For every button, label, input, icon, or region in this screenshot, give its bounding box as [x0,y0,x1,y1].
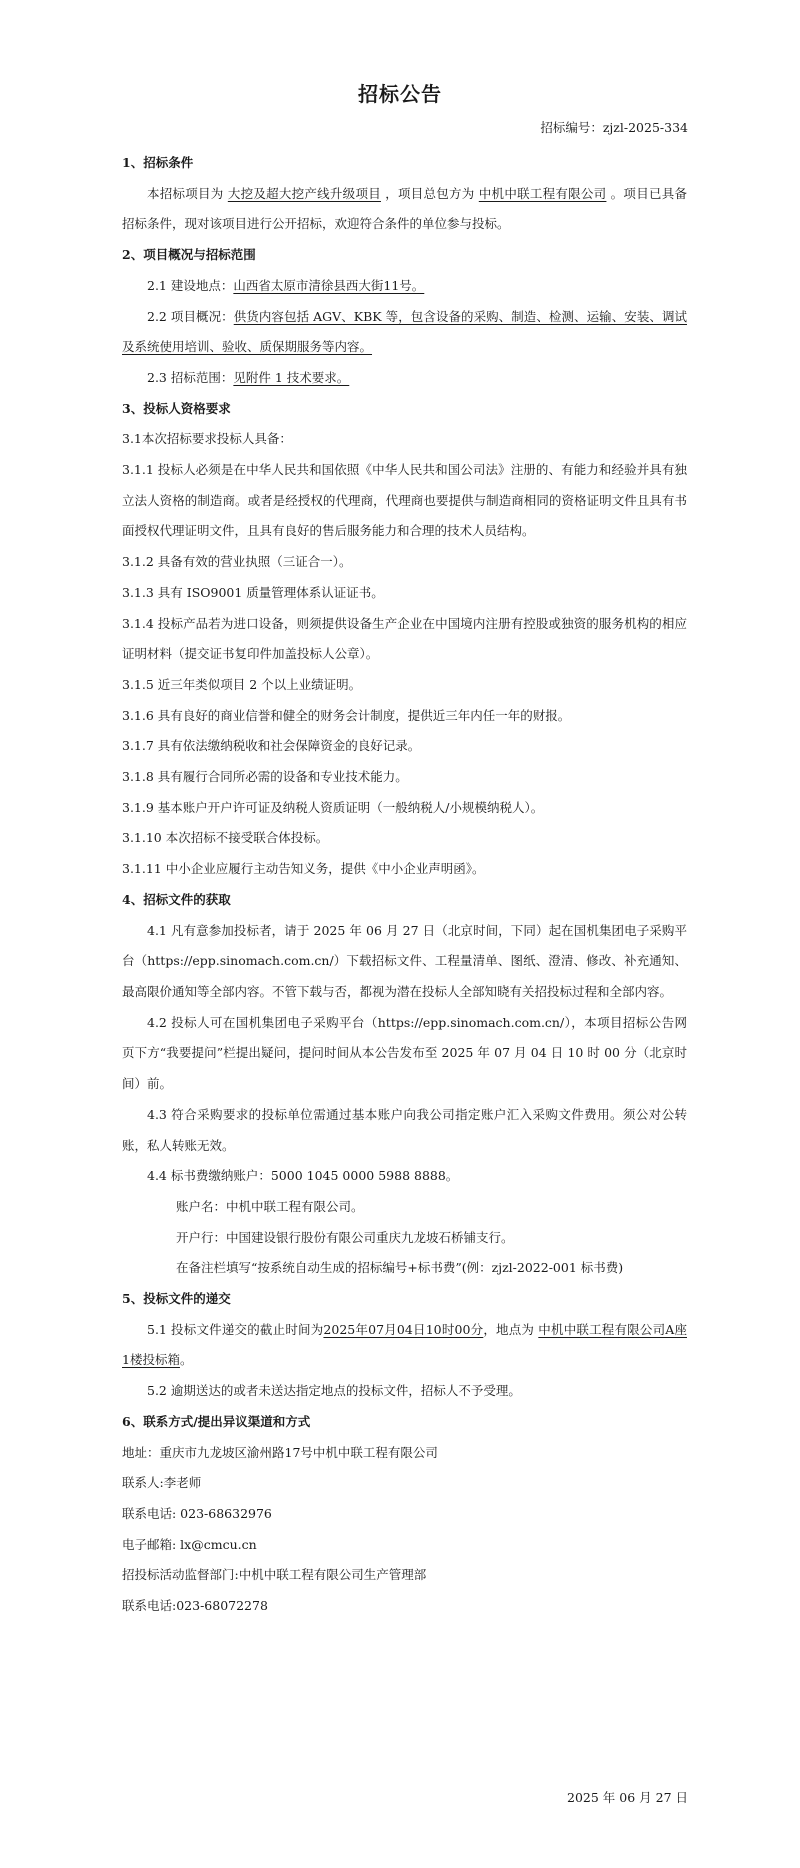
construction-site-value: 山西省太原市清徐县西大街11号。 [233,277,425,293]
text-span: ，项目总包方为 [385,185,475,201]
project-name: 大挖及超大挖产线升级项目 [227,185,381,201]
publish-date: 2025 年 06 月 27 日 [567,1790,688,1805]
project-overview-value: 供货内容包括 AGV、KBK 等，包含设备的采购、制造、检测、运输、安装、调试及系统使用培训、验收、质保期服务等内容。 [122,308,687,355]
qualification-item: 3.1.5 近三年类似项目 2 个以上业绩证明。 [122,676,362,692]
section-heading-6: 6、联系方式/提出异议渠道和方式 [122,1413,311,1429]
section-1-paragraph [122,179,687,240]
fee-paragraph: 4.3 符合采购要求的投标单位需通过基本账户向我公司指定账户汇入采购文件费用。须公对公转账，私人转账无效。 [122,1106,687,1153]
account-name: 账户名：中机中联工程有限公司。 [176,1198,364,1214]
submission-deadline: 2025年07月04日10时00分 [323,1321,484,1337]
contractor-name: 中机中联工程有限公司 [478,185,607,201]
document-acquisition-paragraph: 4.1 凡有意参加投标者，请于 2025 年 06 月 27 日（北京时间，下同）起在国机集团电子采购平台（https://epp.sinomach.com.cn/）下载招标文件、工程量清单、图纸、澄清、修改、补充通知、最高限价通知等全部内容。不管下载与否，都视为潜在投标人全部知晓有关招投标过程和全部内容。 [122,922,687,999]
section-heading-4: 4、招标文件的获取 [122,891,231,907]
qualification-item: 3.1.10 本次招标不接受联合体投标。 [122,830,329,846]
contact-person: 联系人:李老师 [122,1475,202,1491]
section-heading-1: 1、招标条件 [122,155,194,170]
qualification-item: 3.1.2 具备有效的营业执照（三证合一）。 [122,554,352,570]
bid-scope-value: 见附件 1 技术要求。 [233,369,350,385]
bank-name: 开户行：中国建设银行股份有限公司重庆九龙坡石桥铺支行。 [176,1229,514,1245]
supervision-phone: 联系电话:023-68072278 [122,1598,268,1614]
label: 2.2 项目概况： [147,308,234,324]
text-span: ，地点为 [483,1321,535,1337]
contact-phone: 联系电话: 023-68632976 [122,1505,272,1521]
qualification-item: 3.1.7 具有依法缴纳税收和社会保障资金的良好记录。 [122,738,421,754]
text-span: 。项目已具备招标条件，现对该项目进行公开招标，欢迎符合条件的单位参与投标。 [122,185,687,232]
section-heading-5: 5、投标文件的递交 [122,1291,231,1307]
bid-scope-line [122,363,687,394]
bid-number: 招标编号：zjzl-2025-334 [540,120,688,135]
qualification-item: 3.1.4 投标产品若为进口设备，则须提供设备生产企业在中国境内注册有控股或独资的服务机构的相应证明材料（提交证书复印件加盖投标人公章）。 [122,615,687,662]
submission-place: 中机中联工程有限公司A座1楼投标箱 [122,1321,687,1368]
qualification-item: 3.1.1 投标人必须是在中华人民共和国依照《中华人民共和国公司法》注册的、有能力和经验并具有独立法人资格的制造商。或者是经授权的代理商，代理商也要提供与制造商相同的资格证明文件且具有书面授权代理证明文件，且具有良好的售后服务能力和合理的技术人员结构。 [122,462,687,539]
label: 2.1 建设地点： [147,277,234,293]
section-heading-2: 2、项目概况与招标范围 [122,247,256,263]
project-overview-line [122,302,687,363]
contact-email: 电子邮箱: lx@cmcu.cn [122,1536,257,1552]
qualification-item: 3.1.11 中小企业应履行主动告知义务，提供《中小企业声明函》。 [122,861,485,877]
question-paragraph: 4.2 投标人可在国机集团电子采购平台（https://epp.sinomach.com.cn/），本项目招标公告网页下方“我要提问”栏提出疑问，提问时间从本公告发布至 2025 年 07 月 04 日 10 时 00 分（北京时间）前。 [122,1014,687,1092]
qualification-item: 3.1.8 具有履行合同所必需的设备和专业技术能力。 [122,769,408,785]
submission-paragraph [122,1315,687,1376]
qualification-item: 3.1.9 基本账户开户许可证及纳税人资质证明（一般纳税人/小规模纳税人）。 [122,799,544,815]
contact-address: 地址：重庆市九龙坡区渝州路17号中机中联工程有限公司 [122,1444,438,1460]
construction-site-line [122,271,687,302]
late-submission-paragraph: 5.2 逾期送达的或者未送达指定地点的投标文件，招标人不予受理。 [147,1383,521,1399]
fee-account-number: 4.4 标书费缴纳账户：5000 1045 0000 5988 8888。 [147,1168,459,1184]
page-title: 招标公告 [358,82,442,106]
section-heading-3: 3、投标人资格要求 [122,400,231,416]
text-span: 。 [179,1352,193,1368]
qualification-item: 3.1.3 具有 ISO9001 质量管理体系认证证书。 [122,584,384,600]
label: 2.3 招标范围： [147,369,234,385]
supervision-department: 招投标活动监督部门:中机中联工程有限公司生产管理部 [122,1567,427,1583]
announcement-body [122,148,687,1622]
qualification-item: 3.1.6 具有良好的商业信誉和健全的财务会计制度，提供近三年内任一年的财报。 [122,707,571,723]
text-span: 本招标项目为 [147,185,224,201]
qualification-intro: 3.1本次招标要求投标人具备： [122,431,292,447]
remark-instruction: 在备注栏填写“按系统自动生成的招标编号+标书费”(例：zjzl-2022-001 标书费) [176,1260,624,1276]
text-span: 5.1 投标文件递交的截止时间为 [147,1321,324,1337]
